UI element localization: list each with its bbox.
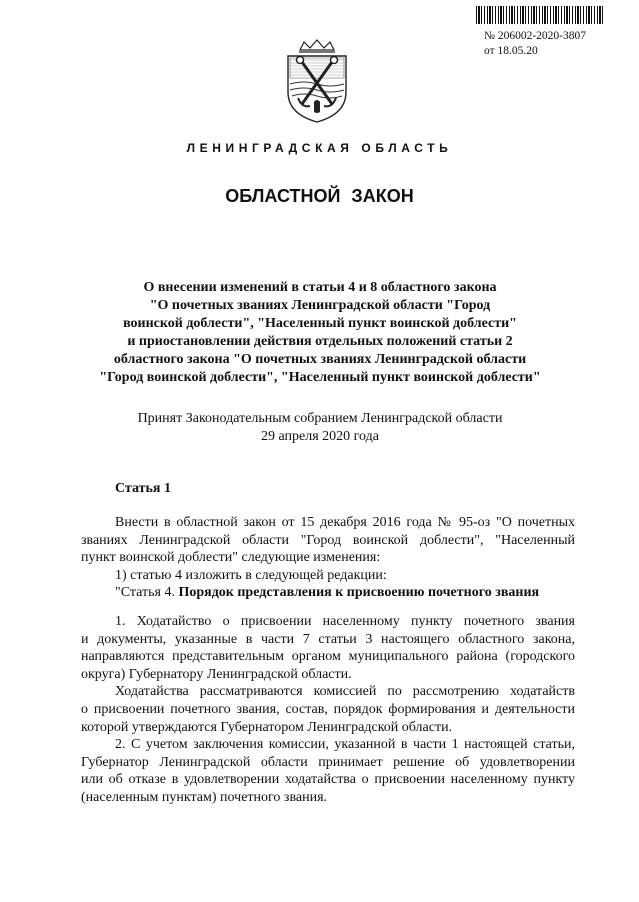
article-body (81, 514, 575, 807)
law-title-line: воинской доблести", "Населенный пункт воинской доблести" (123, 316, 517, 331)
law-title-line: и приостановлении действия отдельных положений статьи 2 (127, 334, 513, 349)
law-type-heading: ОБЛАСТНОЙ ЗАКОН (225, 186, 414, 206)
text-line: Ходатайства рассматриваются комиссией по рассмотрению ходатайств (115, 684, 575, 700)
article-heading: Статья 1 (115, 481, 171, 496)
region-name: ЛЕНИНГРАДСКАЯ ОБЛАСТЬ (186, 141, 453, 155)
law-title-line: областного закона "О почетных званиях Ленинградской области (113, 352, 527, 367)
registration-number: № 206002-2020-3807 (484, 30, 587, 42)
article-4-title: Порядок представления к присвоению почетного звания (178, 585, 540, 601)
barcode (476, 6, 604, 24)
law-title-line: "Город воинской доблести", "Населенный пункт воинской доблести" (99, 370, 541, 385)
text-line: направляются представительным органом муниципального района (городского (81, 649, 575, 665)
adoption-note (70, 410, 570, 446)
registration-date: от 18.05.20 (484, 45, 538, 57)
law-title-line: "О почетных званиях Ленинградской области "Город (149, 298, 491, 313)
text-line: которой утверждаются Губернатором Ленинградской области. (81, 719, 453, 735)
amendment-item: 1) статью 4 изложить в следующей редакции: (115, 567, 387, 583)
text-line: и документы, указанные в части 7 статьи 3 настоящего областного закона, (81, 631, 575, 647)
law-title (70, 279, 570, 387)
text-line: округа) Губернатору Ленинградской области. (81, 666, 352, 682)
coat-of-arms-emblem (284, 38, 350, 124)
text-line: о присвоении почетного звания, состав, порядок формирования и деятельности (81, 701, 575, 717)
text-line: званиях Ленинградской области "Город воинской доблести", "Населенный (81, 532, 575, 548)
text-line: пункт воинской доблести" следующие изменения: (81, 550, 381, 566)
law-title-line: О внесении изменений в статьи 4 и 8 областного закона (143, 280, 497, 295)
text-line: или об отказе в удовлетворении ходатайства о присвоении населенному пункту (81, 772, 575, 788)
text-line: Внести в областной закон от 15 декабря 2016 года № 95-оз "О почетных (115, 515, 575, 530)
text-line: 1. Ходатайство о присвоении населенному пункту почетного звания (115, 613, 575, 629)
article-4-heading (81, 584, 575, 602)
article-4-prefix: "Статья 4. (115, 585, 175, 601)
text-line: (населенным пунктам) почетного звания. (81, 789, 328, 805)
text-line: Губернатор Ленинградской области принимает решение об удовлетворении (81, 754, 575, 770)
adoption-date: 29 апреля 2020 года (261, 429, 379, 444)
text-line: 2. С учетом заключения комиссии, указанной в части 1 настоящей статьи, (115, 737, 575, 753)
adoption-line: Принят Законодательным собранием Ленинградской области (137, 411, 503, 426)
